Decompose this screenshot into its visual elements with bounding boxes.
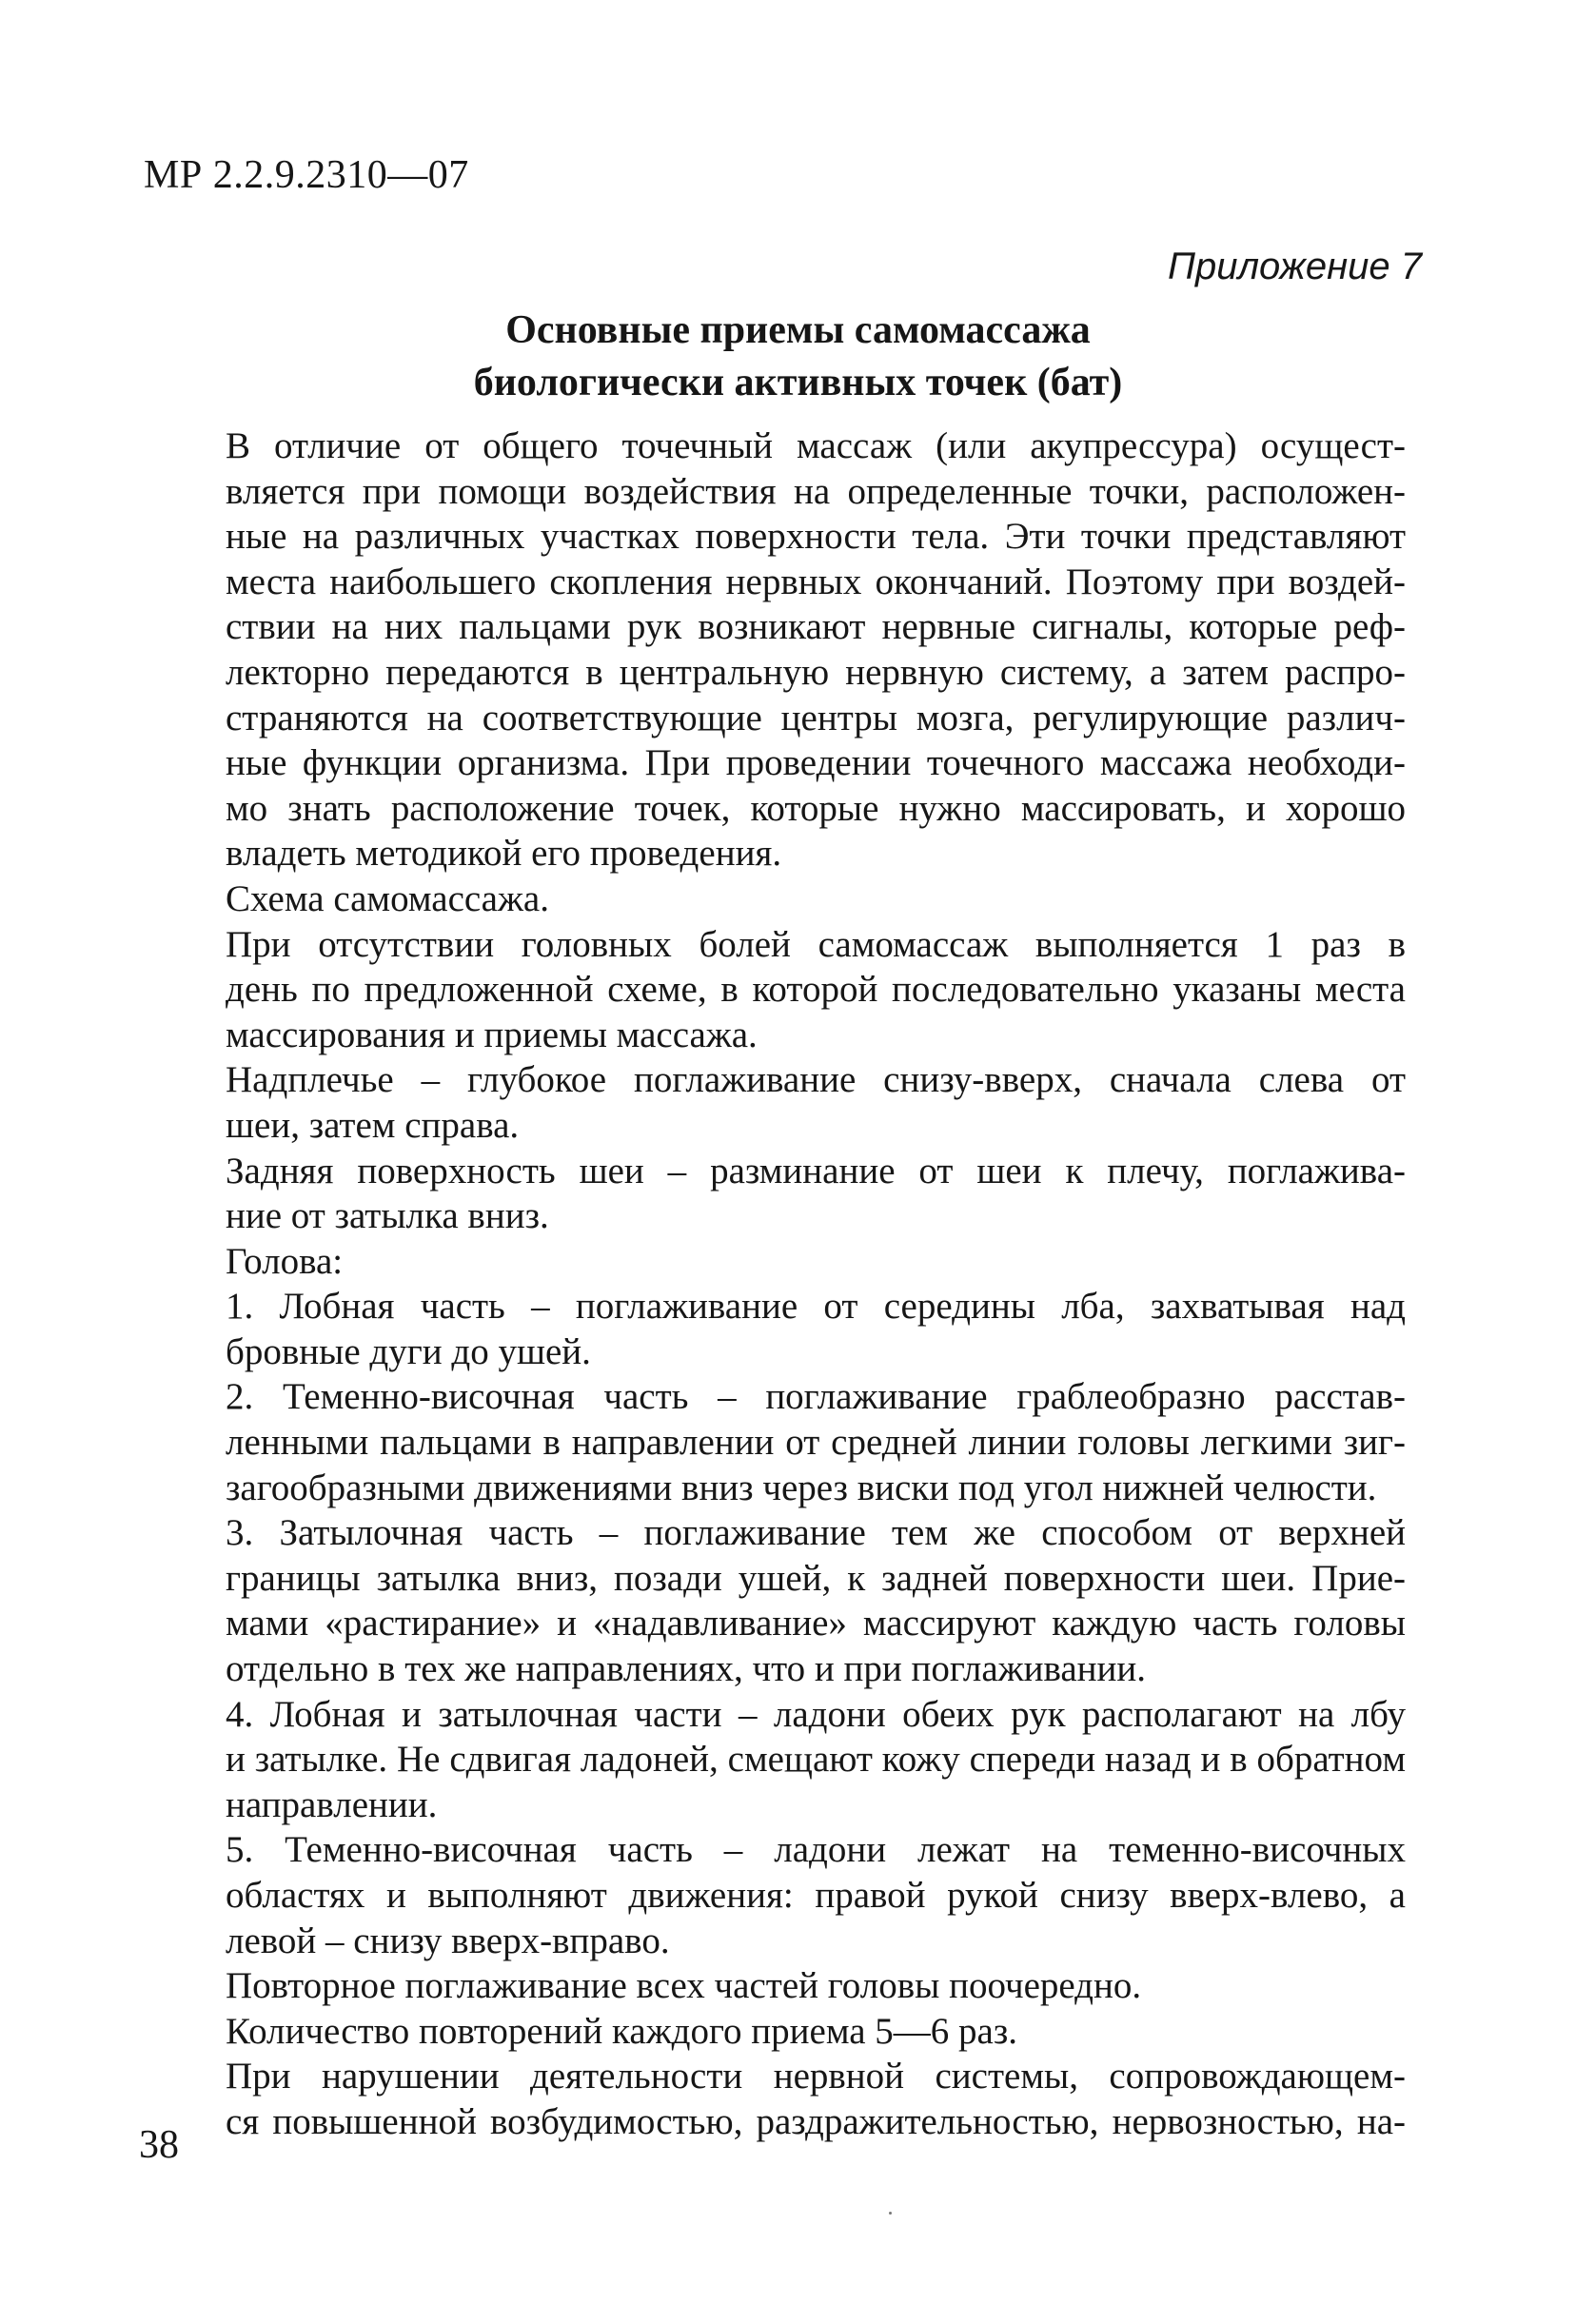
paragraph xyxy=(138,1284,1406,1374)
text-line: границы затылка вниз, позади ушей, к задней поверхности шеи. Прие- xyxy=(226,1557,1406,1599)
paragraph xyxy=(138,2054,1406,2144)
text-line: Схема самомассажа. xyxy=(226,877,549,919)
text-line: 3. Затылочная часть – поглаживание тем же способом от верхней xyxy=(226,1512,1406,1554)
text-line: 5. Теменно-височная часть – ладони лежат на теменно-височных xyxy=(226,1829,1406,1871)
text-line: 1. Лобная часть – поглаживание от середины лба, захватывая над xyxy=(226,1286,1406,1328)
paragraph xyxy=(138,1057,1406,1148)
text-line: направлении. xyxy=(226,1783,438,1825)
document-code: МР 2.2.9.2310—07 xyxy=(144,153,469,197)
text-line: ствии на них пальцами рук возникают нервные сигналы, которые реф- xyxy=(226,606,1406,648)
text-line: мами «растирание» и «надавливание» массируют каждую часть головы xyxy=(226,1603,1406,1644)
text-line: день по предложенной схеме, в которой последовательно указаны места xyxy=(226,969,1406,1011)
text-line: ные функции организма. При проведении точечного массажа необходи- xyxy=(226,742,1406,784)
text-line: Надплечье – глубокое поглаживание снизу-вверх, сначала слева от xyxy=(226,1059,1406,1101)
paragraph xyxy=(138,1374,1406,1510)
text-line: ные на различных участках поверхности тела. Эти точки представляют xyxy=(226,516,1406,558)
text-line: шеи, затем справа. xyxy=(226,1104,520,1146)
text-line: и затылке. Не сдвигая ладоней, смещают кожу спереди назад и в обратном xyxy=(226,1739,1406,1781)
text-line: При отсутствии головных болей самомассаж выполняется 1 раз в xyxy=(226,923,1406,965)
text-line: мо знать расположение точек, которые нужно массировать, и хорошо xyxy=(226,787,1406,829)
text-line: бровные дуги до ушей. xyxy=(226,1330,591,1372)
text-line: загообразными движениями вниз через виски под угол нижней челюсти. xyxy=(226,1467,1377,1508)
text-line: Задняя поверхность шеи – разминание от шеи к плечу, поглажива- xyxy=(226,1150,1406,1191)
text-line: места наибольшего скопления нервных окончаний. Поэтому при воздей- xyxy=(226,561,1406,602)
page-title xyxy=(0,305,1596,409)
text-line: страняются на соответствующие центры мозга, регулирующие различ- xyxy=(226,697,1406,738)
text-line: 2. Теменно-височная часть – поглаживание граблеобразно расстав- xyxy=(226,1376,1406,1418)
paragraph xyxy=(138,1692,1406,1828)
paragraph xyxy=(138,1510,1406,1691)
text-line: 4. Лобная и затылочная части – ладони обеих рук располагают на лбу xyxy=(226,1693,1406,1735)
paragraph xyxy=(138,1827,1406,1963)
paragraph xyxy=(138,876,1406,922)
title-line: Основные приемы самомассажа xyxy=(505,308,1091,352)
paragraph xyxy=(138,2009,1406,2055)
text-line: В отличие от общего точечный массаж (или акупрессура) осущест- xyxy=(226,425,1406,466)
text-line: отдельно в тех же направлениях, что и при поглаживании. xyxy=(226,1648,1147,1690)
scan-speck xyxy=(889,2212,892,2215)
paragraph xyxy=(138,423,1406,876)
paragraph xyxy=(138,1239,1406,1285)
text-line: областях и выполняют движения: правой рукой снизу вверх-влево, а xyxy=(226,1875,1406,1916)
text-line: Голова: xyxy=(226,1240,344,1282)
text-line: лекторно передаются в центральную нервную систему, а затем распро- xyxy=(226,651,1406,693)
text-line: ленными пальцами в направлении от средней линии головы легкими зиг- xyxy=(226,1422,1406,1464)
text-line: ся повышенной возбудимостью, раздражительностью, нервозностью, на- xyxy=(226,2100,1406,2142)
page-number: 38 xyxy=(139,2123,179,2167)
text-line: вляется при помощи воздействия на определенные точки, расположен- xyxy=(226,470,1406,512)
text-line: Количество повторений каждого приема 5—6 раз. xyxy=(226,2010,1018,2052)
paragraph xyxy=(138,1149,1406,1239)
paragraph xyxy=(138,1963,1406,2009)
title-line: биологически активных точек (бат) xyxy=(473,361,1123,404)
text-line: ние от затылка вниз. xyxy=(226,1195,549,1237)
text-line: левой – снизу вверх-вправо. xyxy=(226,1920,670,1961)
text-line: массирования и приемы массажа. xyxy=(226,1014,758,1055)
text-line: владеть методикой его проведения. xyxy=(226,833,782,875)
body-text xyxy=(138,423,1406,2145)
appendix-label: Приложение 7 xyxy=(1167,246,1422,287)
text-line: При нарушении деятельности нервной системы, сопровождающем- xyxy=(226,2056,1406,2097)
paragraph xyxy=(138,922,1406,1058)
text-line: Повторное поглаживание всех частей головы поочередно. xyxy=(226,1965,1142,2007)
